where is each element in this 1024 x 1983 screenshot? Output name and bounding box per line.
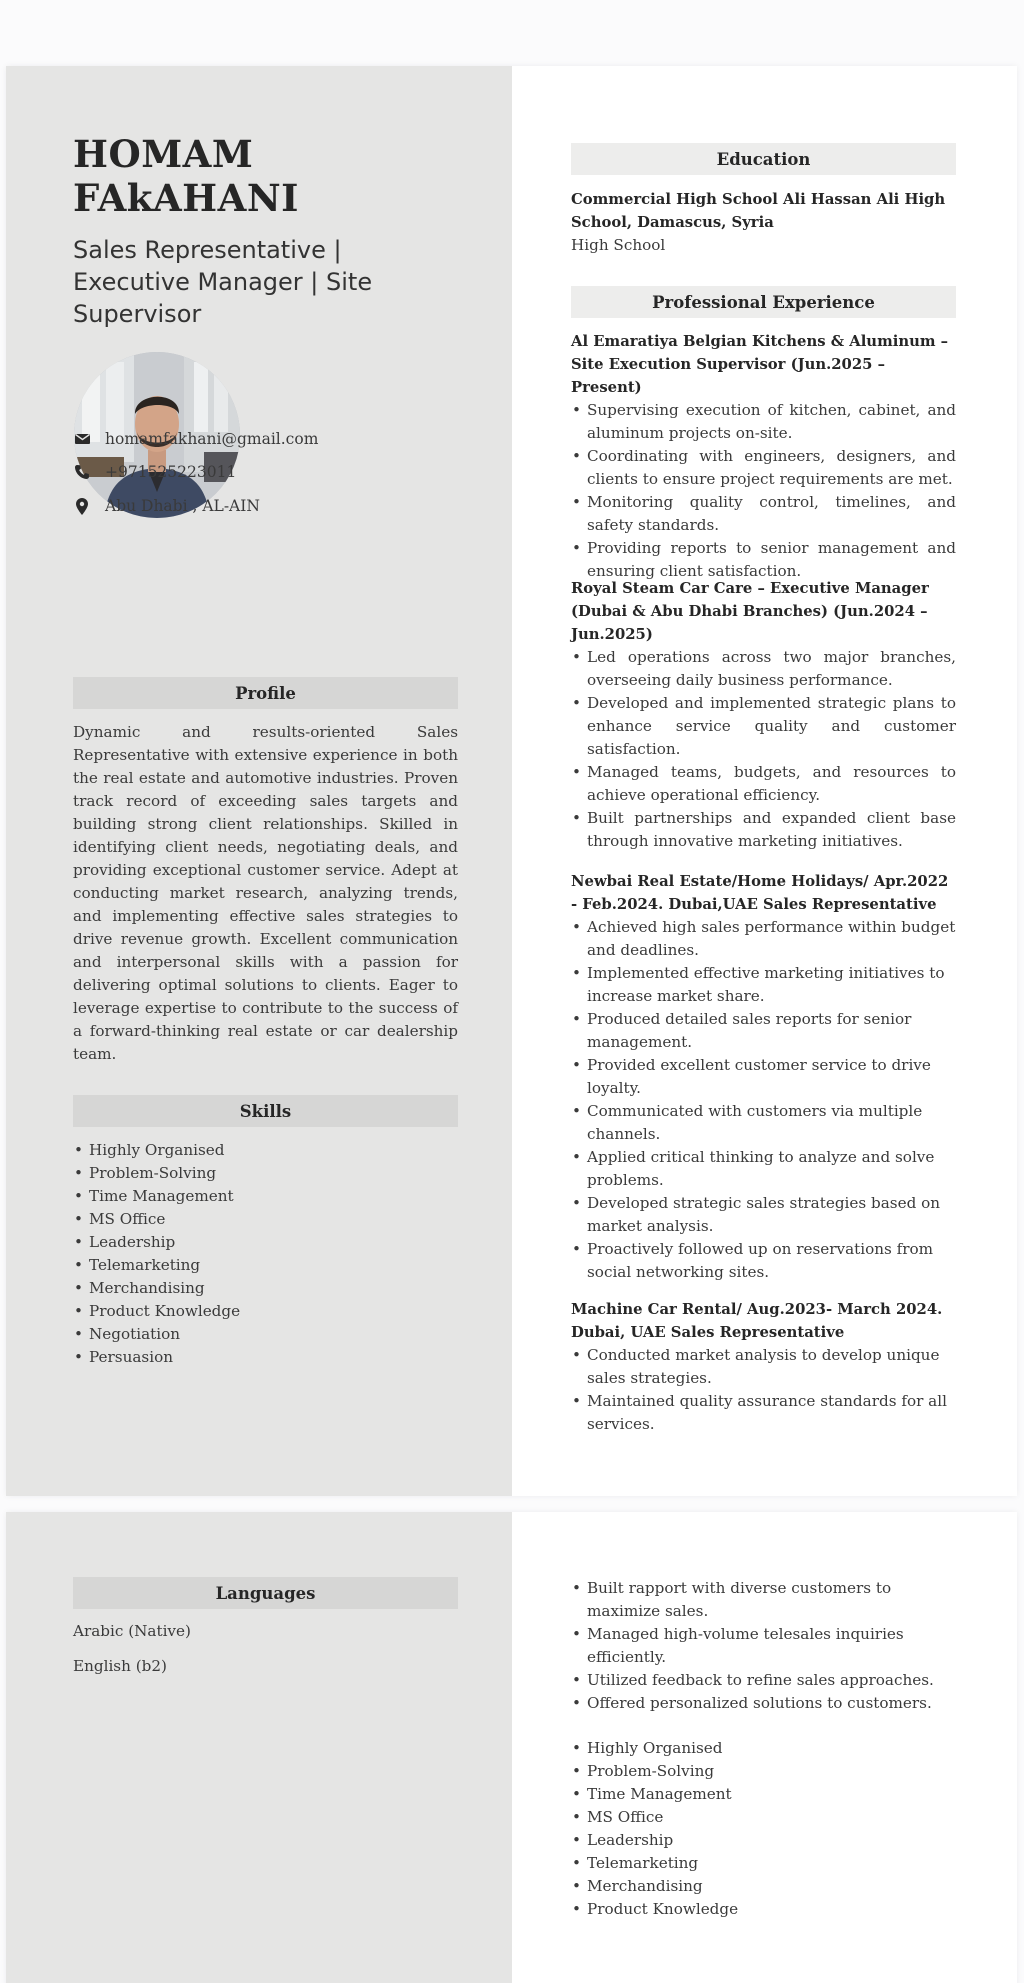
skill-item: • Time Management bbox=[73, 1185, 453, 1208]
job-bullet: • Providing reports to senior management and ensuring client satisfaction. bbox=[571, 537, 956, 583]
skill-item: • MS Office bbox=[571, 1806, 956, 1829]
job-bullet: • Proactively followed up on reservations from social networking sites. bbox=[571, 1238, 956, 1284]
job-bullets bbox=[571, 916, 956, 1284]
job-bullet: • Supervising execution of kitchen, cabinet, and aluminum projects on-site. bbox=[571, 399, 956, 445]
skill-item: • Leadership bbox=[571, 1829, 956, 1852]
name-line-1: HOMAM bbox=[73, 132, 254, 176]
job-bullet: • Implemented effective marketing initiatives to increase market share. bbox=[571, 962, 956, 1008]
languages-heading: Languages bbox=[73, 1577, 458, 1609]
job-bullet: • Communicated with customers via multiple channels. bbox=[571, 1100, 956, 1146]
job-bullet: • Monitoring quality control, timelines, and safety standards. bbox=[571, 491, 956, 537]
sidebar bbox=[6, 66, 512, 1496]
job-title: Newbai Real Estate/Home Holidays/ Apr.2022 - Feb.2024. Dubai,UAE Sales Representative bbox=[571, 873, 949, 913]
job-bullet: • Built partnerships and expanded client base through innovative marketing initiatives. bbox=[571, 807, 956, 853]
education-heading: Education bbox=[571, 143, 956, 175]
job-bullet: • Maintained quality assurance standards for all services. bbox=[571, 1390, 956, 1436]
job-bullets bbox=[571, 646, 956, 853]
job-bullet: • Built rapport with diverse customers to maximize sales. bbox=[571, 1577, 956, 1623]
skill-item: • Merchandising bbox=[73, 1277, 453, 1300]
name-line-2: FAkAHANI bbox=[73, 176, 299, 220]
job-bullet: • Produced detailed sales reports for senior management. bbox=[571, 1008, 956, 1054]
map-pin-icon bbox=[73, 497, 91, 515]
job-title: Machine Car Rental/ Aug.2023- March 2024. Dubai, UAE Sales Representative bbox=[571, 1301, 943, 1341]
job-bullet: • Led operations across two major branches, overseeing daily business performance. bbox=[571, 646, 956, 692]
job-entry-emaratiya bbox=[571, 330, 956, 583]
skills-list bbox=[73, 1139, 453, 1369]
experience-heading: Professional Experience bbox=[571, 286, 956, 318]
job-bullet: • Conducted market analysis to develop unique sales strategies. bbox=[571, 1344, 956, 1390]
job-bullet: • Provided excellent customer service to drive loyalty. bbox=[571, 1054, 956, 1100]
job-bullet: • Managed teams, budgets, and resources to achieve operational efficiency. bbox=[571, 761, 956, 807]
job-bullets bbox=[571, 1344, 956, 1436]
phone-icon bbox=[73, 463, 91, 481]
job-bullet: • Developed strategic sales strategies based on market analysis. bbox=[571, 1192, 956, 1238]
skill-item: • Leadership bbox=[73, 1231, 453, 1254]
language-item: Arabic (Native) bbox=[73, 1622, 191, 1640]
sidebar bbox=[6, 1512, 512, 1983]
job-bullet: • Coordinating with engineers, designers, and clients to ensure project requirements are met. bbox=[571, 445, 956, 491]
resume-page-2 bbox=[6, 1512, 1017, 1983]
contact-phone[interactable] bbox=[73, 463, 473, 481]
job-entry-machine-car bbox=[571, 1298, 956, 1436]
job-bullet: • Developed and implemented strategic plans to enhance service quality and customer satisfaction. bbox=[571, 692, 956, 761]
education-school: Commercial High School Ali Hassan Ali High School, Damascus, Syria bbox=[571, 191, 946, 231]
education-degree: High School bbox=[571, 236, 666, 254]
skill-item: • Highly Organised bbox=[73, 1139, 453, 1162]
job-bullet: • Utilized feedback to refine sales approaches. bbox=[571, 1669, 956, 1692]
skill-item: • Telemarketing bbox=[571, 1852, 956, 1875]
skill-item: • Product Knowledge bbox=[73, 1300, 453, 1323]
job-bullet: • Offered personalized solutions to customers. bbox=[571, 1692, 956, 1715]
job-bullet: • Managed high-volume telesales inquiries efficiently. bbox=[571, 1623, 956, 1669]
main-column bbox=[512, 1512, 1017, 1983]
job-entry-royal-steam bbox=[571, 577, 956, 853]
skill-item: • MS Office bbox=[73, 1208, 453, 1231]
main-column bbox=[512, 66, 1017, 1496]
envelope-icon bbox=[73, 430, 91, 448]
resume-page-1 bbox=[6, 66, 1017, 1496]
contact-email[interactable] bbox=[73, 430, 473, 448]
job-bullets bbox=[571, 399, 956, 583]
skills-heading: Skills bbox=[73, 1095, 458, 1127]
job-title: Royal Steam Car Care – Executive Manager (Dubai & Abu Dhabi Branches) (Jun.2024 – Jun.2025) bbox=[571, 580, 929, 643]
job-entry-newbai bbox=[571, 870, 956, 1284]
skill-item: • Telemarketing bbox=[73, 1254, 453, 1277]
job-bullet: • Applied critical thinking to analyze and solve problems. bbox=[571, 1146, 956, 1192]
skill-item: • Persuasion bbox=[73, 1346, 453, 1369]
skill-item: • Time Management bbox=[571, 1783, 956, 1806]
location-text: Abu Dhabi , AL-AIN bbox=[105, 497, 260, 515]
job-title: Al Emaratiya Belgian Kitchens & Aluminum – Site Execution Supervisor (Jun.2025 – Present) bbox=[571, 333, 949, 396]
email-text[interactable]: homamfakhani@gmail.com bbox=[105, 430, 319, 448]
education-entry bbox=[571, 188, 956, 257]
candidate-role: Sales Representative | Executive Manager | Site Supervisor bbox=[73, 236, 373, 328]
continued-skills bbox=[571, 1737, 956, 1921]
job-bullet: • Achieved high sales performance within budget and deadlines. bbox=[571, 916, 956, 962]
profile-summary: Dynamic and results-oriented Sales Representative with extensive experience in both the real estate and automotive industries. Proven track record of exceeding sales targets and building strong client relationships. Skilled in identifying client needs, negotiating deals, and providing exceptional customer service. Adept at conducting market research, analyzing trends, and implementing effective sales strategies to drive revenue growth. Excellent communication and interpersonal skills with a passion for delivering optimal solutions to clients. Eager to leverage expertise to contribute to the success of a forward-thinking real estate or car dealership team. bbox=[73, 723, 458, 1063]
language-item: English (b2) bbox=[73, 1657, 167, 1675]
skill-item: • Problem-Solving bbox=[73, 1162, 453, 1185]
phone-text[interactable]: +971525223011 bbox=[105, 463, 237, 481]
skill-item: • Negotiation bbox=[73, 1323, 453, 1346]
candidate-name bbox=[73, 132, 473, 220]
skill-item: • Product Knowledge bbox=[571, 1898, 956, 1921]
skill-item: • Problem-Solving bbox=[571, 1760, 956, 1783]
contact-location bbox=[73, 497, 473, 515]
skill-item: • Highly Organised bbox=[571, 1737, 956, 1760]
continued-bullets bbox=[571, 1577, 956, 1715]
profile-heading: Profile bbox=[73, 677, 458, 709]
skill-item: • Merchandising bbox=[571, 1875, 956, 1898]
